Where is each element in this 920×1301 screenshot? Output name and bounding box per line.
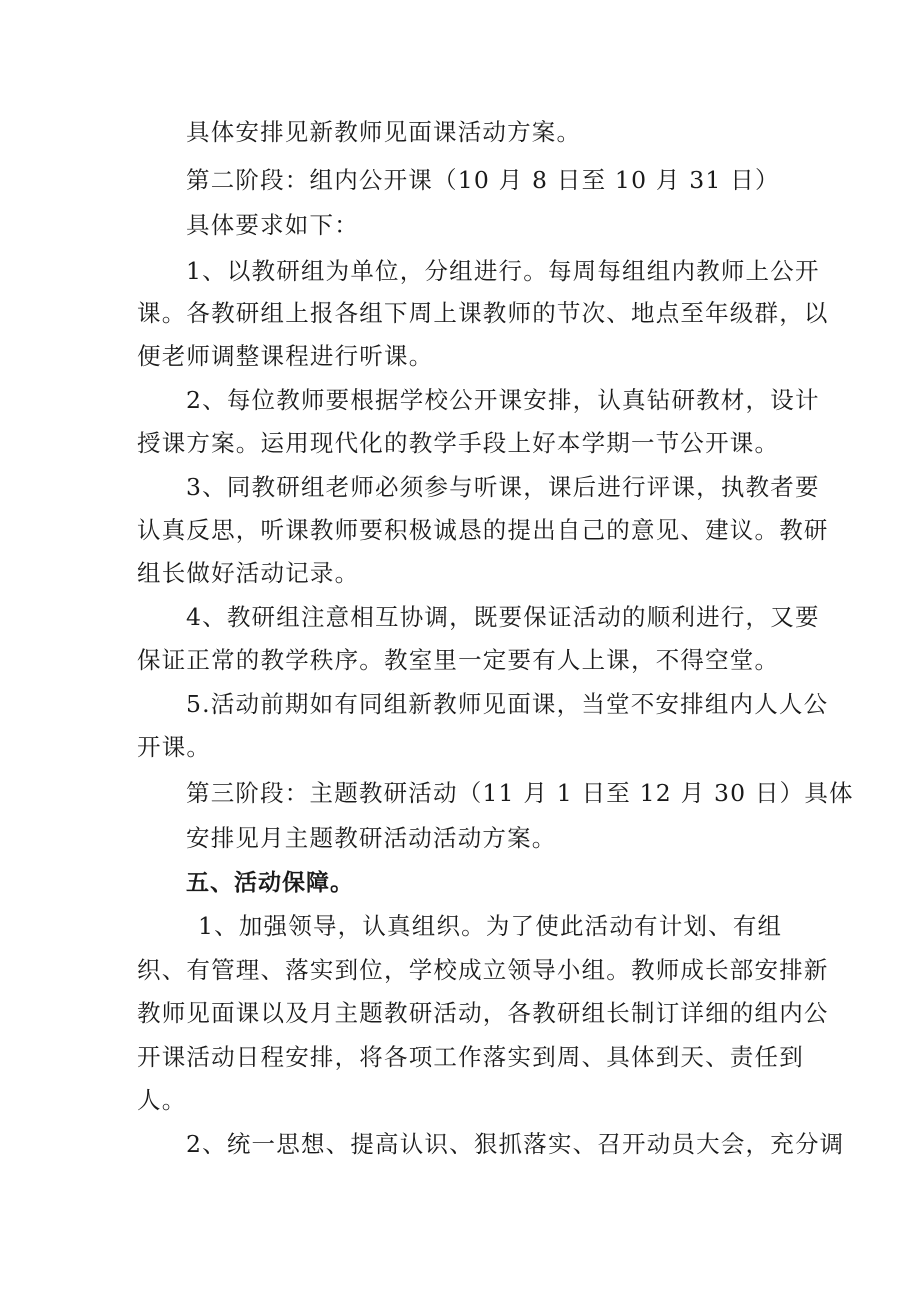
section-heading: 五、活动保障。 — [186, 870, 354, 896]
text-line: 人。 — [137, 1086, 187, 1114]
text-line: 具体要求如下： — [186, 211, 359, 239]
text-line: 1、加强领导，认真组织。为了使此活动有计划、有组 — [198, 912, 783, 940]
text-line: 保证正常的教学秩序。教室里一定要有人上课，不得空堂。 — [137, 646, 780, 674]
text-line: 组长做好活动记录。 — [137, 559, 360, 587]
text-line: 授课方案。运用现代化的教学手段上好本学期一节公开课。 — [137, 429, 780, 457]
text-line: 第三阶段：主题教研活动（11 月 1 日至 12 月 30 日）具体 — [186, 779, 854, 807]
text-line: 教师见面课以及月主题教研活动，各教研组长制订详细的组内公 — [137, 999, 829, 1027]
text-line: 具体安排见新教师见面课活动方案。 — [186, 118, 582, 146]
text-line: 便老师调整课程进行听课。 — [137, 342, 434, 370]
text-line: 织、有管理、落实到位，学校成立领导小组。教师成长部安排新 — [137, 956, 829, 984]
text-line: 2、统一思想、提高认识、狠抓落实、召开动员大会，充分调 — [186, 1130, 845, 1158]
text-line: 安排见月主题教研活动活动方案。 — [186, 824, 557, 852]
text-line: 1、以教研组为单位，分组进行。每周每组组内教师上公开 — [186, 257, 820, 285]
text-line: 认真反思，听课教师要积极诚恳的提出自己的意见、建议。教研 — [137, 516, 829, 544]
text-line: 开课。 — [137, 733, 212, 761]
text-line: 开课活动日程安排，将各项工作落实到周、具体到天、责任到 — [137, 1043, 804, 1071]
text-line: 3、同教研组老师必须参与听课，课后进行评课，执教者要 — [186, 473, 820, 501]
text-line: 2、每位教师要根据学校公开课安排，认真钻研教材，设计 — [186, 386, 820, 414]
text-line: 课。各教研组上报各组下周上课教师的节次、地点至年级群，以 — [137, 299, 829, 327]
text-line: 4、教研组注意相互协调，既要保证活动的顺利进行，又要 — [186, 603, 820, 631]
text-line: 第二阶段：组内公开课（10 月 8 日至 10 月 31 日） — [186, 166, 780, 194]
text-line: 5.活动前期如有同组新教师见面课，当堂不安排组内人人公 — [186, 690, 829, 718]
